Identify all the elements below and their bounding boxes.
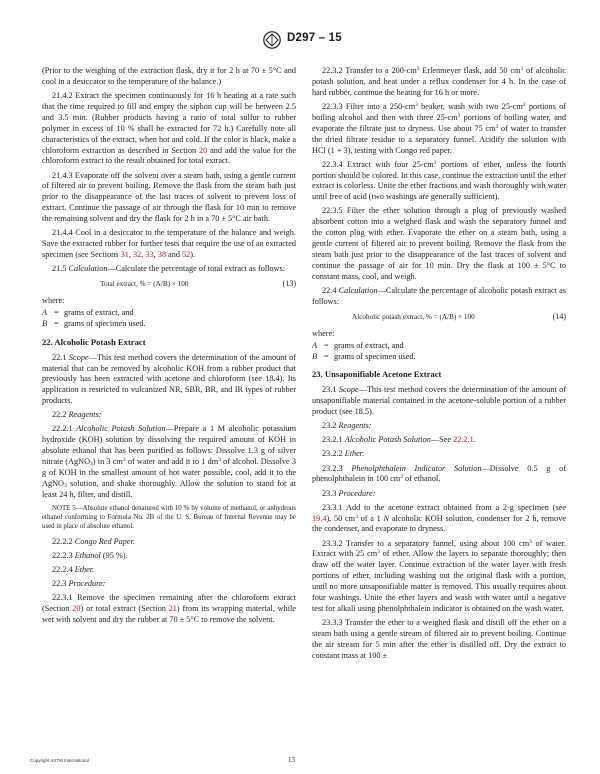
- paragraph-23-3-2: 23.3.2 Transfer to a separatory funnel, using about 100 $cm^3$ of water. Extract with 25 $cm^3$ of ether. Allow the layers to separate thoroughly; then draw off the water layer. Continue extraction of the water layer with fresh portions of ether, including washing out the original flask with a portion, until no more unsaponifiable matter is removed. This usually requires about four washings. Unite the ether layers and wash with water until a negative test for alkali using phenolphthalein indicator is obtained on the wash water.: [312, 538, 566, 613]
- paragraph-22-2-1: 22.2.1 Alcoholic Potash Solution—Prepare a 1 M alcoholic potassium hydroxide (KOH) solution by dissolving the required amount of KOH in absolute ethanol that has been purified as follows: Dissolve 1.3 g of silver nitrate (AgNO$_3$) in 3 $cm^3$ of water and add it to 1 $dm^3$ of alcohol. Dissolve 3 g of KOH in the smallest amount of hot water possible, cool, add it to the AgNO$_3$ solution, and shake thoroughly. Allow the solution to stand for at least 24 h, filter, and distill.: [42, 424, 297, 499]
- paragraph-intro: (Prior to the weighing of the extraction flask, dry it for 2 h at 70 ± 5°C and cool in a desiccator to the temperature of the balance.): [42, 66, 296, 86]
- variable-definitions: A = grams of extract, and B = grams of specimen used.: [42, 307, 146, 328]
- section-link-22-2-1[interactable]: 22.2.1: [453, 435, 474, 445]
- paragraph-22-4: 22.4 Calculation—Calculate the percentage of alcoholic potash extract as follows:: [312, 285, 567, 306]
- paragraph-23-3: 23.3 Procedure:: [322, 488, 376, 498]
- left-column: [42, 66, 296, 629]
- paragraph-22-1: 22.1 Scope—This test method covers the determination of the amount of material that can be removed by alcoholic KOH from a rubber product that previously has been extracted with acetone and chloroform (see 18.4). Its application is restricted to vulcanized NR, SBR, BR, and IR types of rubber products.: [42, 352, 297, 406]
- equation-13-text: Total extract, % = (A/B) × 100: [100, 280, 189, 289]
- paragraph-21-5: 21.5 Calculation—Calculate the percentage of total extract as follows:: [52, 264, 286, 274]
- section-link-33[interactable]: 33: [145, 250, 154, 260]
- right-column: [312, 66, 566, 665]
- paragraph-23-3-3: 23.3.3 Transfer the ether to a weighed flask and distill off the ether on a steam bath using a gentle stream of filtered air to prevent boiling. Continue the air stream for 5 min after the ether is distilled off. Dry the extract to constant mass at 100 ±: [312, 618, 566, 660]
- paragraph-22-3-2: 22.3.2 Transfer to a $200-cm^3$ Erlenmeyer flask, add 50 $cm^3$ of alcoholic potash solution, and heat under a reflux condenser for 4 h. In the case of hard rubber, continue the heating for 16 h or more.: [312, 66, 566, 97]
- paragraph-22-3-3: 22.3.3 Filter into a $250-cm^3$ beaker, wash with two $25-cm^3$ portions of boiling alcohol and then with three $25-cm^3$ portions of boiling water, and evaporate the filtrate just to dryness. Use about 75 $cm^3$ of water to transfer the dried filtrate residue to a separatory funnel. Acidify the solution with HCl (1 + 3), testing with Congo red paper.: [312, 101, 566, 155]
- section-link-20b[interactable]: 20: [72, 603, 81, 613]
- equation-14-number: (14): [552, 311, 566, 321]
- page-header: [0, 30, 600, 50]
- where-label-2: where:: [312, 328, 335, 338]
- standard-designation: D297 – 15: [287, 32, 342, 44]
- paragraph-23-2-2: 23.2.2 Ether.: [322, 449, 365, 459]
- equation-13-number: (13): [282, 279, 296, 289]
- section-heading-23: 23. Unsaponifiable Acetone Extract: [312, 369, 442, 380]
- note-5: NOTE 5—Absolute ethanol denatured with 10 % by volume of methanol, or anhydrous ethanol conforming to Formula No. 2B of the U. S. Bureau of Internal Revenue may be used in place of absolute ethanol.: [42, 504, 296, 531]
- paragraph-21-4-4: 21.4.4 Cool in a desiccator to the temperature of the balance and weigh. Save the extracted rubber for further tests that require the use of an extracted specimen (see Sections 31, 32, 33, 38 and 52).: [42, 228, 296, 260]
- paragraph-22-3-1: 22.3.1 Remove the specimen remaining after the chloroform extract (Section 20) or total extract (Section 21) from its wrapping material, while wet with solvent and dry the rubber at 70 ± 5°C to remove the solvent.: [42, 592, 296, 624]
- page-number: 13: [288, 756, 295, 764]
- paragraph-22-2-3: 22.2.3 Ethanol (95 %).: [52, 550, 128, 560]
- paragraph-21-4-2: 21.4.2 Extract the specimen continuously for 16 h heating at a rate such that the time required to fill and empty the siphon cup will be between 2.5 and 3.5 min. (Rubber products having a ratio of total sulfur to rubber polymer in excess of 10 % shall be extracted for 72 h.) Carefully note all characteristics of the extract, when hot and cold. If the color is black, make a chloroform extraction as described in Section 20 and add the value for the chloroform extract to the result obtained for total extract.: [42, 91, 296, 166]
- section-heading-22: 22. Alcoholic Potash Extract: [42, 336, 146, 347]
- section-link-19-4[interactable]: 19.4: [312, 513, 327, 523]
- section-link-20[interactable]: 20: [199, 145, 208, 155]
- paragraph-22-2-2: 22.2.2 Congo Red Paper.: [52, 536, 135, 546]
- paragraph-23-1: 23.1 Scope—This test method covers the determination of the amount of unsaponifiable material contained in the acetone-soluble portion of a rubber product (see 18.5).: [312, 385, 567, 417]
- section-link-38[interactable]: 38: [157, 250, 166, 260]
- section-link-21[interactable]: 21: [168, 603, 177, 613]
- equation-13: [42, 279, 296, 290]
- paragraph-22-3-5: 22.3.5 Filter the ether solution through a plug of previously washed absorbent cotton into a weighed flask and wash the separatory funnel and the cotton plug with ether. Evaporate the ether on a steam bath, using a gentle current of filtered air to prevent boiling. Remove the flask from the steam bath just prior to the disappearance of the last traces of solvent and continue the passage of air for 10 min. Dry the flask at 100 ± 5°C to constant mass, cool, and weigh.: [312, 206, 566, 281]
- paragraph-23-2-1: 23.2.1 Alcoholic Potash Solution—See 22.2.1.: [322, 435, 476, 445]
- paragraph-21-4-3: 21.4.3 Evaporate off the solvent over a steam bath, using a gentle current of filtered air to prevent boiling. Remove the flask from the steam bath just prior to the disappearance of the last traces of solvent to prevent loss of extract. Continue the passage of air through the flask for 10 min to remove the remaining solvent and dry the flask for 2 h in a 70 ± 5°C air bath.: [42, 170, 296, 224]
- paragraph-23-2-3: 23.2.3 Phenolphthalein Indicator Solution—Dissolve 0.5 g of phenolphthalein in 100 $cm^3$ of ethanol.: [312, 463, 566, 484]
- section-link-52[interactable]: 52: [182, 250, 191, 260]
- paragraph-22-3-4: 22.3.4 Extract with four $25-cm^3$ portions of ether, unless the fourth portion should be colored. In this case, continue the extraction until the ether extract is colorless. Unite the ether fractions and wash thoroughly with water until free of acid (two washings are generally sufficient).: [312, 159, 566, 202]
- section-link-31[interactable]: 31: [120, 250, 129, 260]
- equation-14: [312, 312, 566, 323]
- paragraph-22-2-4: 22.2.4 Ether.: [52, 564, 95, 574]
- paragraph-22-3: 22.3 Procedure:: [52, 578, 106, 588]
- copyright-footer: Copyright ASTM International: [30, 758, 89, 763]
- where-label: where:: [42, 295, 65, 305]
- paragraph-23-3-1: 23.3.1 Add to the acetone extract obtained from a 2-g specimen (see 19.4), 50 $cm^3$ of a 1 N alcoholic KOH solution, condenser for 2 h, remove the condenser, and evaporate to dryness.: [312, 502, 566, 534]
- section-link-32[interactable]: 32: [132, 250, 142, 260]
- variable-definitions-2: A = grams of extract, and B = grams of specimen used.: [312, 340, 416, 361]
- equation-14-text: Alcoholic potash extract, % = (A/B) × 100: [352, 312, 475, 321]
- paragraph-23-2: 23.2 Reagents:: [322, 421, 372, 431]
- paragraph-22-2: 22.2 Reagents:: [52, 410, 102, 420]
- astm-logo-icon: [262, 31, 282, 49]
